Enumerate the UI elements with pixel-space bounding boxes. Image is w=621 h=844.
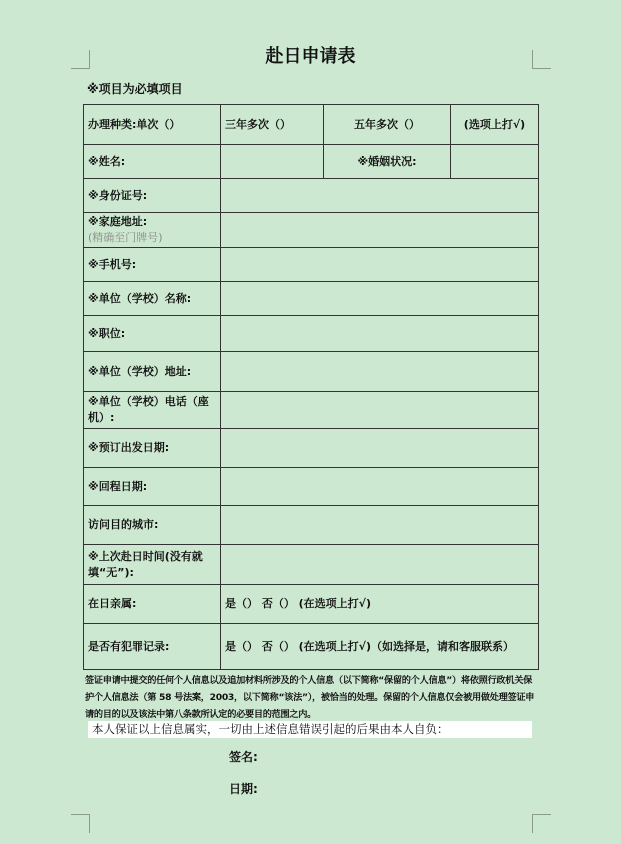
- visa-type-single[interactable]: 办理种类:单次（）: [84, 105, 221, 145]
- employer-label: ※单位（学校）名称:: [84, 282, 221, 316]
- city-field[interactable]: [221, 506, 539, 545]
- criminal-options[interactable]: 是（） 否（） (在选项上打√)（如选择是，请和客服联系）: [221, 624, 539, 670]
- relatives-label: 在日亲属:: [84, 585, 221, 624]
- address-field[interactable]: [221, 213, 539, 248]
- application-form-table: [83, 104, 539, 670]
- privacy-notice: 签证申请中提交的任何个人信息以及追加材料所涉及的个人信息（以下简称“保留的个人信息”）将依照行政机关保护个人信息法（第 58 号法案，2003，以下简称“该法”），被恰当的处理。保留的个人信息仅会被用做处理签证申请的目的以及该法中第八条款所认定的必要目的范围之内。: [85, 675, 535, 720]
- phone-label: ※手机号:: [84, 248, 221, 282]
- marital-field[interactable]: [451, 145, 539, 179]
- city-label: 访问目的城市:: [84, 506, 221, 545]
- id-label: ※身份证号:: [84, 179, 221, 213]
- address-hint: (精确至门牌号): [88, 231, 163, 244]
- page-corner-mark: [71, 814, 90, 833]
- position-label: ※职位:: [84, 316, 221, 352]
- last-visit-label: ※上次赴日时间(没有就填“无”):: [84, 545, 221, 585]
- employer-field[interactable]: [221, 282, 539, 316]
- name-label: ※姓名:: [84, 145, 221, 179]
- address-label: [84, 213, 221, 248]
- relatives-options[interactable]: 是（） 否（） (在选项上打√): [221, 585, 539, 624]
- visa-type-five[interactable]: 五年多次（）: [324, 105, 451, 145]
- marital-label: ※婚姻状况:: [324, 145, 451, 179]
- employer-tel-label: ※单位（学校）电话（座机）:: [84, 392, 221, 429]
- last-visit-field[interactable]: [221, 545, 539, 585]
- employer-tel-field[interactable]: [221, 392, 539, 429]
- name-field[interactable]: [221, 145, 324, 179]
- page-corner-mark: [532, 814, 551, 833]
- visa-type-hint: (选项上打√): [451, 105, 539, 145]
- depart-date-field[interactable]: [221, 429, 539, 468]
- employer-address-label: ※单位（学校）地址:: [84, 352, 221, 392]
- address-label-text: ※家庭地址:: [88, 215, 148, 228]
- phone-field[interactable]: [221, 248, 539, 282]
- pledge-statement: 本人保证以上信息属实，一切由上述信息错误引起的后果由本人自负：: [88, 721, 532, 738]
- return-date-label: ※回程日期:: [84, 468, 221, 506]
- employer-address-field[interactable]: [221, 352, 539, 392]
- page-title: 赴日申请表: [265, 46, 356, 67]
- visa-type-triple[interactable]: 三年多次（）: [221, 105, 324, 145]
- id-field[interactable]: [221, 179, 539, 213]
- criminal-label: 是否有犯罪记录:: [84, 624, 221, 670]
- position-field[interactable]: [221, 316, 539, 352]
- depart-date-label: ※预订出发日期:: [84, 429, 221, 468]
- signature-label: 签名:: [229, 750, 258, 764]
- return-date-field[interactable]: [221, 468, 539, 506]
- required-note: ※项目为必填项目: [87, 82, 183, 96]
- date-label: 日期:: [229, 782, 258, 796]
